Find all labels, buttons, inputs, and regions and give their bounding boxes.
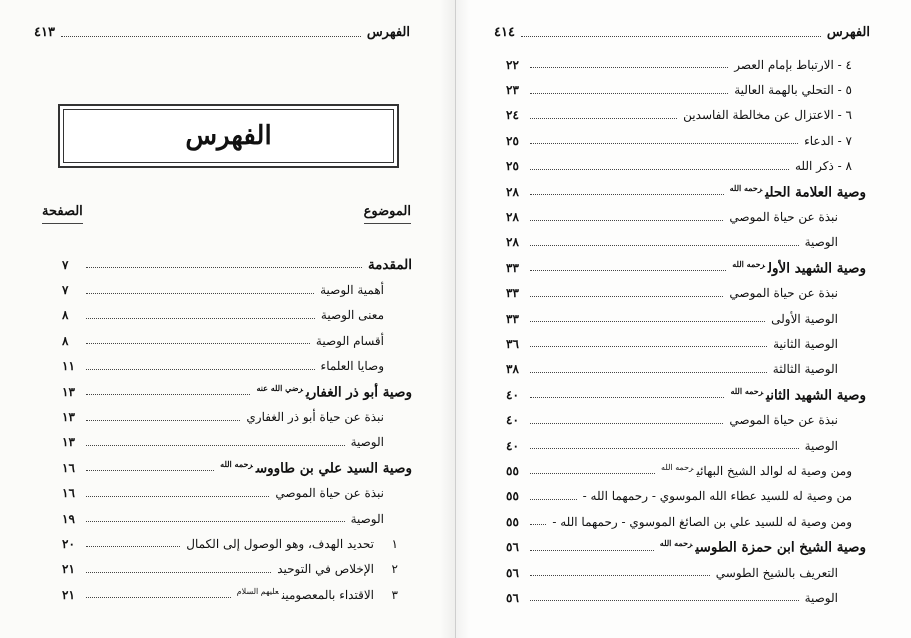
toc-entry xyxy=(62,379,412,404)
toc-entry-title xyxy=(716,566,866,580)
toc-page-number: ٤٠ xyxy=(506,387,519,402)
leader-dots xyxy=(530,493,577,500)
toc-entry xyxy=(62,354,412,379)
toc-entry-title xyxy=(368,257,412,273)
toc-page-number: ٣٣ xyxy=(506,286,519,301)
toc-entry-text: ٨ - ذكر الله xyxy=(794,159,852,174)
toc-page-number: ٣٣ xyxy=(506,311,519,326)
leader-dots xyxy=(86,464,214,471)
toc-entry-text: ٤ - الارتباط بإمام العصر xyxy=(734,57,852,72)
toc-entry xyxy=(62,252,412,277)
leader-dots xyxy=(86,414,240,421)
index-title-frame xyxy=(58,104,399,168)
toc-page-number: ٥٦ xyxy=(506,565,519,580)
right-toc-list xyxy=(506,52,866,611)
toc-page-number: ٣٦ xyxy=(506,336,519,351)
toc-entry xyxy=(62,404,412,429)
leader-dots xyxy=(530,61,728,68)
toc-entry-text: الوصية xyxy=(350,435,384,450)
toc-entry-text: وصية الشهيد الأول xyxy=(767,260,866,277)
toc-page-number: ٥٥ xyxy=(506,463,519,478)
toc-entry-text: نبذة عن حياة الموصي xyxy=(729,210,838,225)
toc-page-number: ٥٥ xyxy=(506,489,519,504)
toc-entry xyxy=(62,531,412,556)
leader-dots xyxy=(86,515,345,522)
toc-page-number: ١٦ xyxy=(62,460,75,475)
toc-entry xyxy=(62,328,412,353)
toc-entry-title xyxy=(729,413,866,427)
leader-dots xyxy=(530,544,654,551)
toc-entry xyxy=(62,277,412,302)
toc-entry xyxy=(62,557,412,582)
toc-entry xyxy=(506,128,866,153)
toc-entry xyxy=(506,103,866,128)
toc-page-number: ٢٣ xyxy=(506,83,519,98)
toc-entry-text: الوصية xyxy=(804,235,838,250)
toc-entry-text: معنى الوصية xyxy=(320,308,384,323)
leader-dots xyxy=(530,518,546,525)
toc-entry xyxy=(506,585,866,610)
toc-entry-title xyxy=(729,286,866,300)
toc-entry xyxy=(62,582,412,607)
leader-dots xyxy=(530,264,726,271)
leader-dots xyxy=(86,363,315,370)
toc-entry-number: ٢ xyxy=(391,562,398,577)
honorific-glyph: رحمه الله xyxy=(659,538,693,549)
toc-entry-title xyxy=(246,410,412,424)
toc-entry-text: وصايا العلماء xyxy=(320,359,384,374)
honorific-glyph: رحمه الله xyxy=(732,259,765,270)
leader-dots xyxy=(86,261,362,268)
toc-page-number: ٢٤ xyxy=(506,108,519,123)
toc-page-number: ١٣ xyxy=(62,384,75,399)
leader-dots xyxy=(530,366,767,373)
toc-entry xyxy=(62,303,412,328)
left-page-number: ٤١٣ xyxy=(34,24,55,40)
toc-entry-text: نبذة عن حياة الموصي xyxy=(275,486,384,501)
toc-entry-title xyxy=(351,435,412,449)
toc-entry-text: أهمية الوصية xyxy=(320,283,384,298)
left-running-header xyxy=(34,22,410,42)
toc-entry-title xyxy=(316,334,412,348)
toc-entry xyxy=(62,481,412,506)
toc-entry-title xyxy=(732,259,866,277)
toc-entry-title xyxy=(275,486,412,500)
leader-dots xyxy=(86,287,314,294)
left-header-title: الفهرس xyxy=(366,24,410,40)
toc-entry-text: من وصية له للسيد عطاء الله الموسوي - رحمهما الله - xyxy=(582,489,852,504)
toc-entry-title xyxy=(661,463,866,478)
toc-entry-title xyxy=(730,183,866,201)
honorific-glyph: عليهم السلام xyxy=(236,587,279,597)
toc-entry-title xyxy=(256,383,412,401)
toc-entry-title xyxy=(805,591,866,605)
toc-entry xyxy=(506,484,866,509)
toc-page-number: ٥٦ xyxy=(506,540,519,555)
column-heading-page: الصفحة xyxy=(42,204,83,224)
leader-dots xyxy=(530,340,767,347)
leader-dots xyxy=(86,388,250,395)
toc-page-number: ٧ xyxy=(62,283,69,298)
gutter xyxy=(440,0,470,638)
toc-page-number: ٢٨ xyxy=(506,235,519,250)
toc-page-number: ٢١ xyxy=(62,587,75,602)
toc-entry-title xyxy=(805,439,866,453)
toc-entry-title xyxy=(321,308,412,322)
leader-dots xyxy=(86,490,269,497)
toc-page-number: ٨ xyxy=(62,333,69,348)
toc-entry-title xyxy=(805,235,866,249)
toc-entry-title xyxy=(277,562,412,576)
toc-entry-text: الاقتداء بالمعصومين xyxy=(281,588,374,603)
honorific-glyph: رحمه الله xyxy=(220,459,253,470)
toc-entry xyxy=(506,52,866,77)
right-running-header xyxy=(494,22,870,42)
toc-entry-text: وصية أبو ذر الغفاري xyxy=(305,384,412,401)
toc-page-number: ٢٨ xyxy=(506,184,519,199)
toc-entry-title xyxy=(734,83,866,97)
toc-entry xyxy=(506,433,866,458)
toc-entry-title xyxy=(237,587,412,602)
toc-entry-title xyxy=(583,489,866,503)
leader-dots xyxy=(530,569,710,576)
toc-entry-text: المقدمة xyxy=(367,256,412,273)
toc-entry-title xyxy=(186,537,412,551)
toc-entry-title xyxy=(771,312,866,326)
toc-page-number: ٢٥ xyxy=(506,159,519,174)
toc-entry-title xyxy=(552,515,866,529)
toc-entry-text: وصية السيد علي بن طاووس xyxy=(255,460,412,477)
toc-entry-title xyxy=(804,134,866,148)
leader-dots xyxy=(530,188,724,195)
header-leader-dots xyxy=(61,28,361,37)
toc-page-number: ٤٠ xyxy=(506,413,519,428)
toc-entry-title xyxy=(683,108,866,122)
toc-entry xyxy=(62,455,412,480)
honorific-glyph: رضي الله عنه xyxy=(256,382,303,393)
toc-entry xyxy=(506,179,866,204)
left-toc-list xyxy=(62,252,412,607)
toc-entry-title xyxy=(220,459,412,477)
honorific-glyph: رحمه الله xyxy=(729,182,763,193)
leader-dots xyxy=(530,391,724,398)
toc-entry-text: وصية العلامة الحلي xyxy=(765,184,866,201)
toc-entry xyxy=(506,204,866,229)
honorific-glyph: رحمه الله xyxy=(661,463,694,473)
toc-entry-title xyxy=(773,337,866,351)
toc-entry-text: ٧ - الدعاء xyxy=(804,133,852,148)
toc-entry-title xyxy=(773,362,866,376)
toc-page-number: ٢١ xyxy=(62,562,75,577)
toc-entry xyxy=(506,509,866,534)
toc-page-number: ٣٨ xyxy=(506,362,519,377)
toc-entry xyxy=(506,281,866,306)
toc-entry-text: الوصية xyxy=(350,511,384,526)
toc-entry xyxy=(506,458,866,483)
toc-entry-text: ٦ - الاعتزال عن مخالطة الفاسدين xyxy=(683,108,852,123)
toc-entry-title xyxy=(729,210,866,224)
toc-entry-text: الوصية الأولى xyxy=(771,311,838,326)
toc-entry-text: وصية الشيخ ابن حمزة الطوسي xyxy=(695,539,866,556)
toc-page-number: ٤٠ xyxy=(506,438,519,453)
toc-entry xyxy=(506,534,866,559)
toc-entry-text: الإخلاص في التوحيد xyxy=(277,562,374,577)
leader-dots xyxy=(530,214,723,221)
leader-dots xyxy=(86,312,315,319)
toc-entry-text: ومن وصية له للسيد علي بن الصائغ الموسوي - رحمهما الله - xyxy=(552,514,852,529)
toc-entry-title xyxy=(734,58,866,72)
toc-entry-number: ١ xyxy=(391,536,398,551)
index-title: الفهرس xyxy=(185,121,272,151)
toc-entry-text: الوصية الثالثة xyxy=(772,362,838,377)
leader-dots xyxy=(530,594,799,601)
toc-entry-title xyxy=(660,538,866,556)
toc-entry-title xyxy=(351,512,412,526)
toc-entry xyxy=(506,306,866,331)
toc-entry xyxy=(506,255,866,280)
leader-dots xyxy=(86,439,345,446)
toc-entry-text: نبذة عن حياة أبو ذر الغفاري xyxy=(246,410,384,425)
toc-entry xyxy=(62,430,412,455)
toc-entry-title xyxy=(795,159,866,173)
toc-entry-text: ٥ - التحلي بالهمة العالية xyxy=(734,83,852,98)
toc-page-number: ١٩ xyxy=(62,511,75,526)
right-page-number: ٤١٤ xyxy=(494,24,515,40)
toc-entry-text: وصية الشهيد الثاني xyxy=(766,387,866,404)
toc-entry-text: نبذة عن حياة الموصي xyxy=(729,286,838,301)
leader-dots xyxy=(530,467,655,474)
honorific-glyph: رحمه الله xyxy=(730,386,764,397)
leader-dots xyxy=(530,239,799,246)
toc-page-number: ٨ xyxy=(62,308,69,323)
header-leader-dots xyxy=(521,28,821,37)
toc-page-number: ٣٣ xyxy=(506,260,519,275)
toc-entry-text: الوصية xyxy=(804,438,838,453)
leader-dots xyxy=(530,417,723,424)
toc-entry xyxy=(506,77,866,102)
toc-page-number: ٢٠ xyxy=(62,536,75,551)
leader-dots xyxy=(86,591,231,598)
toc-entry-text: نبذة عن حياة الموصي xyxy=(729,413,838,428)
toc-entry-title xyxy=(730,386,866,404)
leader-dots xyxy=(86,540,180,547)
leader-dots xyxy=(530,137,798,144)
column-heading-topic: الموضوع xyxy=(364,204,411,224)
toc-entry xyxy=(506,230,866,255)
leader-dots xyxy=(530,290,723,297)
toc-page-number: ٧ xyxy=(62,257,69,272)
leader-dots xyxy=(530,87,728,94)
toc-entry-text: الوصية الثانية xyxy=(773,336,838,351)
right-header-title: الفهرس xyxy=(826,24,870,40)
toc-page-number: ٥٥ xyxy=(506,514,519,529)
toc-page-number: ١٦ xyxy=(62,486,75,501)
toc-page-number: ٢٢ xyxy=(506,57,519,72)
leader-dots xyxy=(530,163,789,170)
leader-dots xyxy=(86,566,271,573)
toc-entry xyxy=(506,154,866,179)
toc-page-number: ٥٦ xyxy=(506,590,519,605)
toc-entry-text: تحديد الهدف، وهو الوصول إلى الكمال xyxy=(186,536,374,551)
toc-page-number: ٢٨ xyxy=(506,210,519,225)
leader-dots xyxy=(530,315,765,322)
leader-dots xyxy=(86,337,310,344)
toc-page-number: ١٣ xyxy=(62,435,75,450)
toc-entry xyxy=(506,560,866,585)
toc-entry xyxy=(506,357,866,382)
toc-entry xyxy=(506,331,866,356)
toc-page-number: ١٣ xyxy=(62,410,75,425)
toc-entry-text: ومن وصية له لوالد الشيخ البهائي xyxy=(696,464,852,479)
toc-entry-text: التعريف بالشيخ الطوسي xyxy=(715,565,838,580)
toc-entry-text: أقسام الوصية xyxy=(315,333,384,348)
toc-page-number: ١١ xyxy=(62,359,75,374)
toc-entry-title xyxy=(321,359,412,373)
toc-page-number: ٢٥ xyxy=(506,133,519,148)
leader-dots xyxy=(530,112,677,119)
toc-entry xyxy=(506,407,866,432)
leader-dots xyxy=(530,442,799,449)
toc-entry-text: الوصية xyxy=(804,590,838,605)
toc-entry xyxy=(506,382,866,407)
toc-entry-title xyxy=(320,283,412,297)
toc-entry xyxy=(62,506,412,531)
toc-entry-number: ٣ xyxy=(391,588,398,603)
